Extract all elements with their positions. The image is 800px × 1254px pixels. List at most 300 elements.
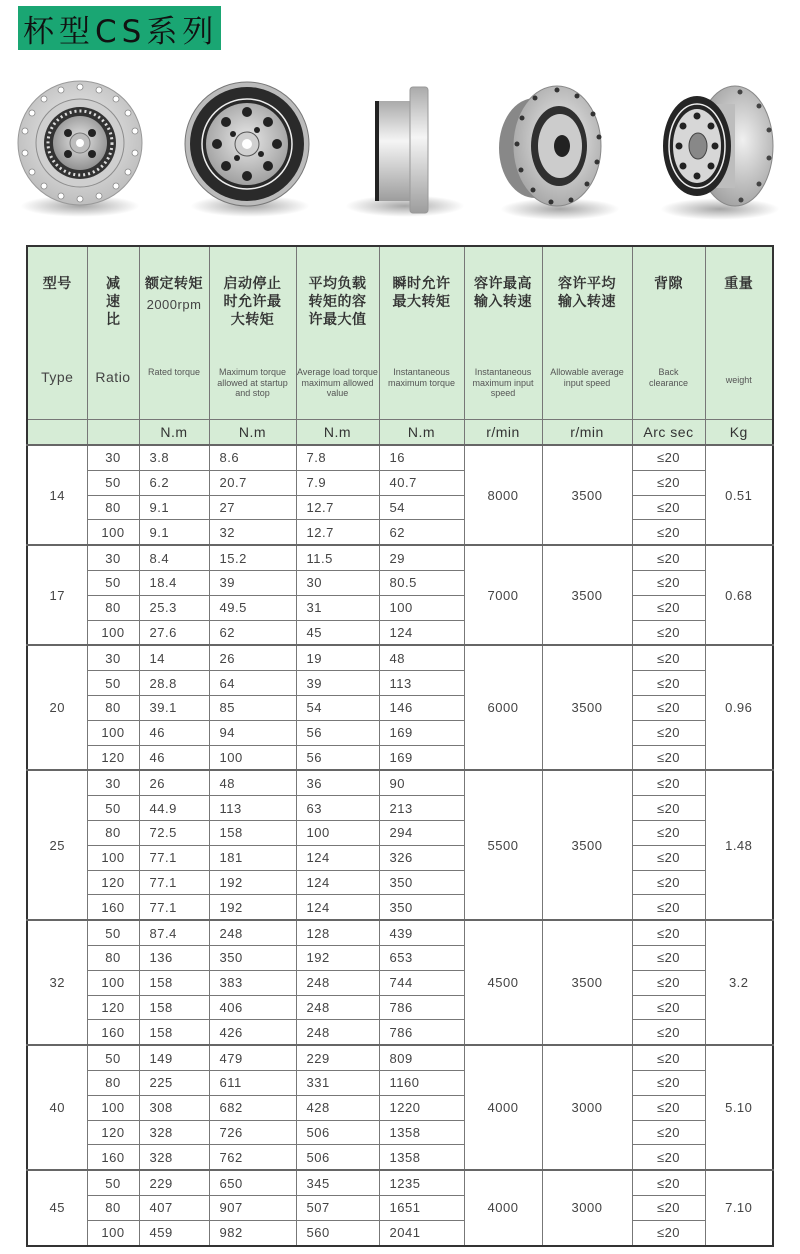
rated-torque-cell: 6.2 <box>139 470 209 495</box>
avg-load-torque-cell: 248 <box>296 995 379 1020</box>
product-image-cup-gear-front-black <box>183 80 311 208</box>
startstop-torque-cell: 682 <box>209 1095 296 1120</box>
instant-torque-cell: 2041 <box>379 1220 464 1245</box>
table-row <box>27 845 773 870</box>
table-row <box>27 1095 773 1120</box>
avg-load-torque-cell: 39 <box>296 671 379 696</box>
backlash-cell: ≤20 <box>632 520 705 545</box>
avg-load-torque-cell: 229 <box>296 1045 379 1070</box>
table-row <box>27 595 773 620</box>
max-input-speed-cell: 6000 <box>464 645 542 770</box>
rated-torque-cell: 229 <box>139 1170 209 1195</box>
header-avg-speed-zh: 容许平均输入转速 <box>558 276 616 310</box>
avg-load-torque-cell: 11.5 <box>296 545 379 570</box>
avg-load-torque-cell: 12.7 <box>296 520 379 545</box>
header-instant-torque <box>379 246 464 420</box>
header-ratio-zh: 减速比 <box>106 276 121 328</box>
avg-input-speed-cell: 3000 <box>542 1170 632 1245</box>
startstop-torque-cell: 426 <box>209 1020 296 1045</box>
instant-torque-cell: 54 <box>379 495 464 520</box>
backlash-cell: ≤20 <box>632 770 705 795</box>
backlash-cell: ≤20 <box>632 745 705 770</box>
rated-torque-cell: 8.4 <box>139 545 209 570</box>
instant-torque-cell: 1160 <box>379 1070 464 1095</box>
backlash-cell: ≤20 <box>632 545 705 570</box>
ratio-cell: 120 <box>87 745 139 770</box>
unit-cell: r/min <box>464 420 542 446</box>
backlash-cell: ≤20 <box>632 945 705 970</box>
table-row <box>27 695 773 720</box>
table-row <box>27 570 773 595</box>
rated-torque-cell: 18.4 <box>139 570 209 595</box>
rated-torque-cell: 158 <box>139 995 209 1020</box>
header-weight <box>705 246 773 420</box>
ratio-cell: 50 <box>87 796 139 821</box>
ratio-cell: 30 <box>87 445 139 470</box>
avg-load-torque-cell: 7.9 <box>296 470 379 495</box>
startstop-torque-cell: 762 <box>209 1145 296 1170</box>
unit-cell-empty <box>27 420 87 446</box>
table-row <box>27 1220 773 1245</box>
rated-torque-cell: 39.1 <box>139 695 209 720</box>
rated-torque-cell: 9.1 <box>139 520 209 545</box>
startstop-torque-cell: 650 <box>209 1170 296 1195</box>
startstop-torque-cell: 248 <box>209 920 296 945</box>
ratio-cell: 80 <box>87 1195 139 1220</box>
backlash-cell: ≤20 <box>632 1220 705 1245</box>
model-type-cell: 17 <box>27 545 87 645</box>
startstop-torque-cell: 39 <box>209 570 296 595</box>
header-avg-load-en: Average load torque maximum allowed value <box>297 367 378 398</box>
startstop-torque-cell: 158 <box>209 820 296 845</box>
ratio-cell: 100 <box>87 1095 139 1120</box>
avg-load-torque-cell: 331 <box>296 1070 379 1095</box>
startstop-torque-cell: 62 <box>209 620 296 645</box>
ratio-cell: 50 <box>87 1045 139 1070</box>
table-row <box>27 1170 773 1195</box>
instant-torque-cell: 1235 <box>379 1170 464 1195</box>
instant-torque-cell: 809 <box>379 1045 464 1070</box>
ratio-cell: 80 <box>87 495 139 520</box>
backlash-cell: ≤20 <box>632 495 705 520</box>
backlash-cell: ≤20 <box>632 920 705 945</box>
unit-cell: N.m <box>296 420 379 446</box>
rated-torque-cell: 328 <box>139 1145 209 1170</box>
header-type <box>27 246 87 420</box>
series-title: 杯型CS系列 <box>23 13 219 50</box>
table-row <box>27 770 773 795</box>
instant-torque-cell: 146 <box>379 695 464 720</box>
ratio-cell: 100 <box>87 970 139 995</box>
avg-input-speed-cell: 3000 <box>542 1045 632 1170</box>
instant-torque-cell: 90 <box>379 770 464 795</box>
unit-cell: r/min <box>542 420 632 446</box>
header-backlash-zh: 背隙 <box>654 276 683 292</box>
weight-cell: 0.68 <box>705 545 773 645</box>
backlash-cell: ≤20 <box>632 1145 705 1170</box>
max-input-speed-cell: 4000 <box>464 1170 542 1245</box>
unit-cell: N.m <box>139 420 209 446</box>
rated-torque-cell: 14 <box>139 645 209 670</box>
rated-torque-cell: 28.8 <box>139 671 209 696</box>
table-row <box>27 920 773 945</box>
avg-load-torque-cell: 124 <box>296 845 379 870</box>
backlash-cell: ≤20 <box>632 1045 705 1070</box>
backlash-cell: ≤20 <box>632 820 705 845</box>
table-row <box>27 870 773 895</box>
product-image-cup-gear-angled-silver <box>495 82 607 210</box>
rated-torque-cell: 77.1 <box>139 870 209 895</box>
table-row <box>27 495 773 520</box>
header-ratio <box>87 246 139 420</box>
ratio-cell: 160 <box>87 895 139 920</box>
avg-load-torque-cell: 124 <box>296 870 379 895</box>
table-row <box>27 820 773 845</box>
rated-torque-cell: 25.3 <box>139 595 209 620</box>
avg-input-speed-cell: 3500 <box>542 545 632 645</box>
instant-torque-cell: 1358 <box>379 1120 464 1145</box>
header-startstop-zh: 启动停止时允许最大转矩 <box>223 276 282 328</box>
avg-load-torque-cell: 31 <box>296 595 379 620</box>
avg-load-torque-cell: 19 <box>296 645 379 670</box>
startstop-torque-cell: 94 <box>209 720 296 745</box>
model-type-cell: 14 <box>27 445 87 545</box>
rated-torque-cell: 308 <box>139 1095 209 1120</box>
rated-torque-cell: 77.1 <box>139 845 209 870</box>
startstop-torque-cell: 8.6 <box>209 445 296 470</box>
rated-torque-cell: 87.4 <box>139 920 209 945</box>
product-image-strip <box>0 70 800 230</box>
backlash-cell: ≤20 <box>632 870 705 895</box>
backlash-cell: ≤20 <box>632 1095 705 1120</box>
instant-torque-cell: 169 <box>379 720 464 745</box>
avg-load-torque-cell: 248 <box>296 970 379 995</box>
header-weight-zh: 重量 <box>724 276 754 292</box>
instant-torque-cell: 350 <box>379 870 464 895</box>
backlash-cell: ≤20 <box>632 845 705 870</box>
table-row <box>27 645 773 670</box>
ratio-cell: 50 <box>87 671 139 696</box>
unit-row <box>27 420 773 446</box>
startstop-torque-cell: 982 <box>209 1220 296 1245</box>
table-row <box>27 895 773 920</box>
avg-input-speed-cell: 3500 <box>542 445 632 545</box>
rated-torque-cell: 136 <box>139 945 209 970</box>
rated-torque-cell: 26 <box>139 770 209 795</box>
model-type-cell: 25 <box>27 770 87 920</box>
header-startstop-en: Maximum torque allowed at startup and stop <box>217 367 288 398</box>
ratio-cell: 100 <box>87 720 139 745</box>
avg-input-speed-cell: 3500 <box>542 920 632 1045</box>
ratio-cell: 160 <box>87 1145 139 1170</box>
backlash-cell: ≤20 <box>632 620 705 645</box>
model-type-cell: 32 <box>27 920 87 1045</box>
backlash-cell: ≤20 <box>632 570 705 595</box>
startstop-torque-cell: 113 <box>209 796 296 821</box>
max-input-speed-cell: 4000 <box>464 1045 542 1170</box>
avg-load-torque-cell: 56 <box>296 720 379 745</box>
table-row <box>27 1070 773 1095</box>
backlash-cell: ≤20 <box>632 1070 705 1095</box>
header-max-speed-zh: 容许最高输入转速 <box>474 276 532 310</box>
rated-torque-cell: 225 <box>139 1070 209 1095</box>
table-row <box>27 796 773 821</box>
header-max-input-speed <box>464 246 542 420</box>
header-instant-en: Instantaneous maximum torque <box>387 367 456 388</box>
product-image-cup-gear-side <box>370 85 440 215</box>
table-row <box>27 445 773 470</box>
ratio-cell: 30 <box>87 645 139 670</box>
instant-torque-cell: 29 <box>379 545 464 570</box>
instant-torque-cell: 113 <box>379 671 464 696</box>
table-row <box>27 1020 773 1045</box>
startstop-torque-cell: 726 <box>209 1120 296 1145</box>
avg-input-speed-cell: 3500 <box>542 645 632 770</box>
avg-input-speed-cell: 3500 <box>542 770 632 920</box>
model-type-cell: 40 <box>27 1045 87 1170</box>
avg-load-torque-cell: 345 <box>296 1170 379 1195</box>
instant-torque-cell: 100 <box>379 595 464 620</box>
instant-torque-cell: 80.5 <box>379 570 464 595</box>
backlash-cell: ≤20 <box>632 1020 705 1045</box>
avg-load-torque-cell: 56 <box>296 745 379 770</box>
ratio-cell: 100 <box>87 520 139 545</box>
avg-load-torque-cell: 506 <box>296 1120 379 1145</box>
weight-cell: 1.48 <box>705 770 773 920</box>
startstop-torque-cell: 48 <box>209 770 296 795</box>
instant-torque-cell: 786 <box>379 1020 464 1045</box>
startstop-torque-cell: 479 <box>209 1045 296 1070</box>
ratio-cell: 50 <box>87 570 139 595</box>
max-input-speed-cell: 4500 <box>464 920 542 1045</box>
header-rated-torque-zh: 额定转矩 <box>145 276 203 292</box>
instant-torque-cell: 1358 <box>379 1145 464 1170</box>
unit-cell-empty <box>87 420 139 446</box>
ratio-cell: 120 <box>87 1120 139 1145</box>
header-rated-torque-rpm: 2000rpm <box>146 297 202 312</box>
instant-torque-cell: 40.7 <box>379 470 464 495</box>
header-ratio-en: Ratio <box>95 369 131 385</box>
backlash-cell: ≤20 <box>632 720 705 745</box>
backlash-cell: ≤20 <box>632 1170 705 1195</box>
backlash-cell: ≤20 <box>632 595 705 620</box>
table-row <box>27 970 773 995</box>
header-rated-torque-en: Rated torque <box>147 367 201 377</box>
backlash-cell: ≤20 <box>632 470 705 495</box>
rated-torque-cell: 46 <box>139 745 209 770</box>
startstop-torque-cell: 100 <box>209 745 296 770</box>
rated-torque-cell: 72.5 <box>139 820 209 845</box>
rated-torque-cell: 149 <box>139 1045 209 1070</box>
header-instant-zh: 瞬时允许最大转矩 <box>392 276 451 310</box>
instant-torque-cell: 744 <box>379 970 464 995</box>
avg-load-torque-cell: 128 <box>296 920 379 945</box>
weight-cell: 0.96 <box>705 645 773 770</box>
instant-torque-cell: 294 <box>379 820 464 845</box>
table-row <box>27 520 773 545</box>
ratio-cell: 160 <box>87 1020 139 1045</box>
instant-torque-cell: 786 <box>379 995 464 1020</box>
avg-load-torque-cell: 30 <box>296 570 379 595</box>
startstop-torque-cell: 49.5 <box>209 595 296 620</box>
table-row <box>27 1195 773 1220</box>
ratio-cell: 80 <box>87 820 139 845</box>
backlash-cell: ≤20 <box>632 695 705 720</box>
avg-load-torque-cell: 63 <box>296 796 379 821</box>
table-row <box>27 1120 773 1145</box>
instant-torque-cell: 213 <box>379 796 464 821</box>
unit-cell: N.m <box>379 420 464 446</box>
instant-torque-cell: 1651 <box>379 1195 464 1220</box>
avg-load-torque-cell: 36 <box>296 770 379 795</box>
rated-torque-cell: 9.1 <box>139 495 209 520</box>
rated-torque-cell: 328 <box>139 1120 209 1145</box>
instant-torque-cell: 439 <box>379 920 464 945</box>
header-startstop-torque <box>209 246 296 420</box>
instant-torque-cell: 62 <box>379 520 464 545</box>
backlash-cell: ≤20 <box>632 445 705 470</box>
backlash-cell: ≤20 <box>632 970 705 995</box>
weight-cell: 0.51 <box>705 445 773 545</box>
unit-cell: Arc sec <box>632 420 705 446</box>
table-row <box>27 1045 773 1070</box>
backlash-cell: ≤20 <box>632 995 705 1020</box>
ratio-cell: 50 <box>87 920 139 945</box>
rated-torque-cell: 459 <box>139 1220 209 1245</box>
header-weight-en: weight <box>725 375 752 385</box>
ratio-cell: 100 <box>87 1220 139 1245</box>
avg-load-torque-cell: 192 <box>296 945 379 970</box>
weight-cell: 7.10 <box>705 1170 773 1245</box>
instant-torque-cell: 653 <box>379 945 464 970</box>
startstop-torque-cell: 26 <box>209 645 296 670</box>
startstop-torque-cell: 192 <box>209 895 296 920</box>
header-rated-torque <box>139 246 209 420</box>
instant-torque-cell: 326 <box>379 845 464 870</box>
header-backlash <box>632 246 705 420</box>
header-row <box>27 246 773 420</box>
table-row <box>27 720 773 745</box>
avg-load-torque-cell: 560 <box>296 1220 379 1245</box>
backlash-cell: ≤20 <box>632 796 705 821</box>
product-image-cup-gear-angled-black <box>655 82 780 210</box>
instant-torque-cell: 16 <box>379 445 464 470</box>
startstop-torque-cell: 64 <box>209 671 296 696</box>
ratio-cell: 50 <box>87 470 139 495</box>
avg-load-torque-cell: 507 <box>296 1195 379 1220</box>
startstop-torque-cell: 15.2 <box>209 545 296 570</box>
table-row <box>27 671 773 696</box>
unit-cell: N.m <box>209 420 296 446</box>
model-type-cell: 45 <box>27 1170 87 1245</box>
model-type-cell: 20 <box>27 645 87 770</box>
avg-load-torque-cell: 100 <box>296 820 379 845</box>
max-input-speed-cell: 5500 <box>464 770 542 920</box>
table-row <box>27 470 773 495</box>
instant-torque-cell: 124 <box>379 620 464 645</box>
ratio-cell: 80 <box>87 945 139 970</box>
rated-torque-cell: 158 <box>139 970 209 995</box>
startstop-torque-cell: 85 <box>209 695 296 720</box>
ratio-cell: 50 <box>87 1170 139 1195</box>
table-row <box>27 545 773 570</box>
weight-cell: 3.2 <box>705 920 773 1045</box>
startstop-torque-cell: 383 <box>209 970 296 995</box>
avg-load-torque-cell: 428 <box>296 1095 379 1120</box>
rated-torque-cell: 407 <box>139 1195 209 1220</box>
startstop-torque-cell: 907 <box>209 1195 296 1220</box>
startstop-torque-cell: 611 <box>209 1070 296 1095</box>
ratio-cell: 80 <box>87 1070 139 1095</box>
specification-table <box>26 245 774 1247</box>
startstop-torque-cell: 20.7 <box>209 470 296 495</box>
avg-load-torque-cell: 124 <box>296 895 379 920</box>
startstop-torque-cell: 32 <box>209 520 296 545</box>
header-type-en: Type <box>41 369 74 385</box>
startstop-torque-cell: 181 <box>209 845 296 870</box>
rated-torque-cell: 77.1 <box>139 895 209 920</box>
table-row <box>27 945 773 970</box>
series-title-badge <box>18 6 221 50</box>
avg-load-torque-cell: 7.8 <box>296 445 379 470</box>
header-type-zh: 型号 <box>42 276 72 292</box>
avg-load-torque-cell: 12.7 <box>296 495 379 520</box>
ratio-cell: 30 <box>87 545 139 570</box>
header-avg-load-torque <box>296 246 379 420</box>
rated-torque-cell: 3.8 <box>139 445 209 470</box>
ratio-cell: 100 <box>87 620 139 645</box>
max-input-speed-cell: 7000 <box>464 545 542 645</box>
ratio-cell: 80 <box>87 595 139 620</box>
backlash-cell: ≤20 <box>632 895 705 920</box>
backlash-cell: ≤20 <box>632 671 705 696</box>
avg-load-torque-cell: 54 <box>296 695 379 720</box>
startstop-torque-cell: 192 <box>209 870 296 895</box>
startstop-torque-cell: 350 <box>209 945 296 970</box>
instant-torque-cell: 1220 <box>379 1095 464 1120</box>
avg-load-torque-cell: 248 <box>296 1020 379 1045</box>
ratio-cell: 100 <box>87 845 139 870</box>
table-row <box>27 1145 773 1170</box>
backlash-cell: ≤20 <box>632 645 705 670</box>
ratio-cell: 30 <box>87 770 139 795</box>
table-row <box>27 620 773 645</box>
rated-torque-cell: 27.6 <box>139 620 209 645</box>
max-input-speed-cell: 8000 <box>464 445 542 545</box>
table-row <box>27 745 773 770</box>
startstop-torque-cell: 406 <box>209 995 296 1020</box>
backlash-cell: ≤20 <box>632 1120 705 1145</box>
product-image-cup-gear-front-silver <box>15 78 145 208</box>
instant-torque-cell: 48 <box>379 645 464 670</box>
ratio-cell: 80 <box>87 695 139 720</box>
unit-cell: Kg <box>705 420 773 446</box>
header-max-speed-en: Instantaneous maximum input speed <box>472 367 534 398</box>
avg-load-torque-cell: 45 <box>296 620 379 645</box>
backlash-cell: ≤20 <box>632 1195 705 1220</box>
ratio-cell: 120 <box>87 995 139 1020</box>
header-backlash-en: Back clearance <box>648 367 689 388</box>
header-avg-speed-en: Allowable average input speed <box>550 367 624 388</box>
weight-cell: 5.10 <box>705 1045 773 1170</box>
header-avg-load-zh: 平均负载转矩的容许最大值 <box>308 276 367 328</box>
table-row <box>27 995 773 1020</box>
startstop-torque-cell: 27 <box>209 495 296 520</box>
ratio-cell: 120 <box>87 870 139 895</box>
instant-torque-cell: 169 <box>379 745 464 770</box>
rated-torque-cell: 46 <box>139 720 209 745</box>
instant-torque-cell: 350 <box>379 895 464 920</box>
